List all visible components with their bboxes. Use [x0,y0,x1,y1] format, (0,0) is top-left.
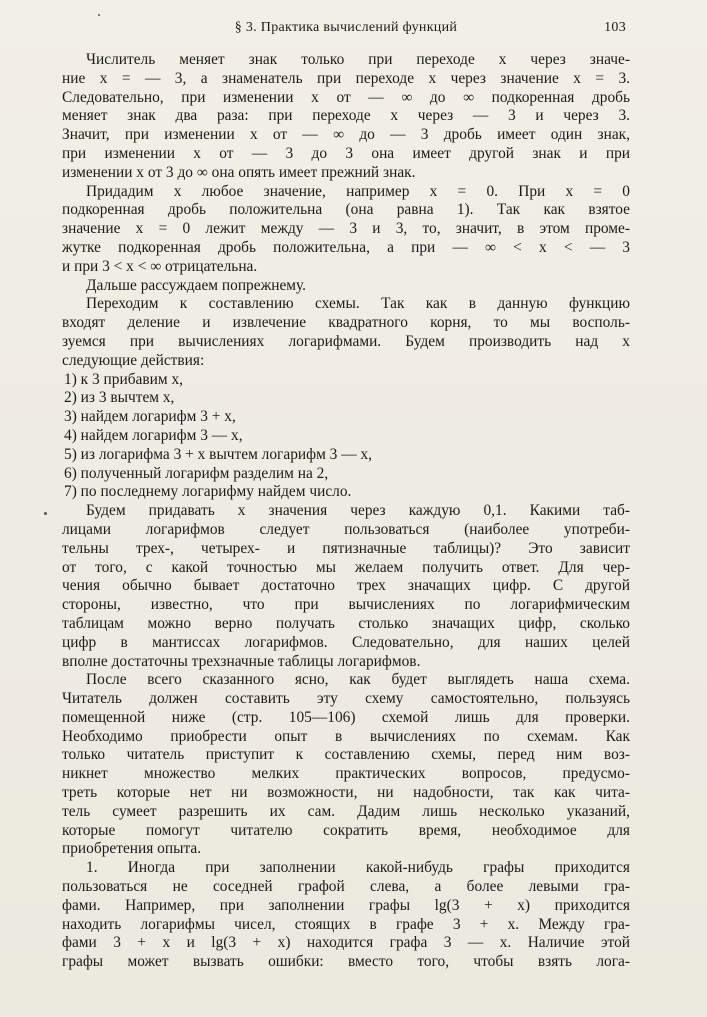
text-line: находить логарифмы чисел, стоящих в графе 3 + x. Между гра- [62,915,630,933]
body-text [62,51,630,972]
text-line: тель сумеет разрешить их сам. Дадим лишь несколько указаний, [62,802,630,820]
text-line: вполне достаточны трехзначные таблицы логарифмов. [62,652,421,670]
text-line: пользоваться не соседней графой слева, а более левыми гра- [62,878,630,896]
text-line: таблицам можно верно получать столько значащих цифр, сколько [62,614,630,632]
print-speck [98,14,100,16]
running-head [66,20,626,40]
text-line: 1. Иногда при заполнении какой-нибудь графы приходится [86,859,630,877]
text-line: которые помогут читателю сократить время, необходимое для [62,821,630,839]
text-line: при изменении x от — 3 до 3 она имеет другой знак и при [62,144,630,162]
section-title: § 3. Практика вычислений функций [234,20,458,35]
text-line: изменении x от 3 до ∞ она опять имеет прежний знак. [62,163,416,181]
text-line: тельны трех-, четырех- и пятизначные таблицы)? Это зависит [62,539,630,557]
text-line: Переходим к составлению схемы. Так как в данную функцию [86,295,630,313]
text-line: Дальше рассуждаем попрежнему. [86,276,307,294]
text-line: зуемся при вычислениях логарифмами. Будем производить над x [62,332,630,350]
text-line: Числитель меняет знак только при переходе x через значе- [86,51,630,68]
text-line: Будем придавать x значения через каждую 0,1. Какими таб- [86,502,630,520]
text-line: входят деление и извлечение квадратного корня, то мы восполь- [62,314,630,332]
text-line: от того, с какой точностью мы желаем получить ответ. Для чер- [62,558,630,576]
text-line: фами. Например, при заполнении графы lg(3 + x) приходится [62,896,630,914]
text-line: Следовательно, при изменении x от — ∞ до ∞ подкоренная дробь [62,88,630,106]
text-line: Значит, при изменении x от — ∞ до — 3 дробь имеет один знак, [62,126,630,144]
text-line: и при 3 < x < ∞ отрицательна. [62,257,258,275]
text-line: Необходимо приобрести опыт в вычислениях по схемам. Как [62,727,630,745]
text-line: приобретения опыта. [62,840,202,858]
text-line: 4) найдем логарифм 3 — x, [64,426,243,444]
text-line: цифр в мантиссах логарифмов. Следовательно, для наших целей [62,633,630,651]
text-line: 6) полученный логарифм разделим на 2, [64,464,329,482]
text-line: никнет множество мелких практических вопросов, предусмо- [62,765,630,783]
text-line: графы может вызвать ошибки: вместо того, чтобы взять лога- [62,953,630,971]
text-line: Читатель должен составить эту схему самостоятельно, пользуясь [62,690,630,708]
text-line: 3) найдем логарифм 3 + x, [64,408,236,426]
text-line: 5) из логарифма 3 + x вычтем логарифм 3 — x, [64,445,373,463]
text-line: жутке подкоренная дробь положительна, а при — ∞ < x < — 3 [62,238,630,256]
text-line: 1) к 3 прибавим x, [64,370,183,388]
text-line: 2) из 3 вычтем x, [64,389,175,407]
text-line: Придадим x любое значение, например x = 0. При x = 0 [86,182,630,200]
print-speck [44,512,47,515]
text-line: значение x = 0 лежит между — 3 и 3, то, значит, в этом проме- [62,220,630,238]
text-line: треть которые нет ни возможности, ни надобности, так как чита- [62,784,630,802]
text-line: 7) по последнему логарифму найдем число. [64,483,352,501]
text-line: чения обычно бывает достаточно трех значащих цифр. С другой [62,577,630,595]
text-line: После всего сказанного ясно, как будет выглядеть наша схема. [86,671,630,689]
text-line: следующие действия: [62,351,205,369]
text-line: меняет знак два раза: при переходе x через — 3 и через 3. [62,107,630,125]
text-line: ние x = — 3, а знаменатель при переходе x через значение x = 3. [62,69,630,87]
text-line: стороны, известно, что при вычислениях по логарифмическим [62,596,630,614]
text-line: помещенной ниже (стр. 105—106) схемой лишь для проверки. [62,708,630,726]
text-line: подкоренная дробь положительна (она равна 1). Так как взятое [62,201,630,219]
text-line: фами 3 + x и lg(3 + x) находится графа 3 — x. Наличие этой [62,934,630,952]
text-line: лицами логарифмов следует пользоваться (наиболее употреби- [62,520,630,538]
text-line: только читатель приступит к составлению схемы, перед ним воз- [62,746,630,764]
page-number: 103 [604,20,626,35]
